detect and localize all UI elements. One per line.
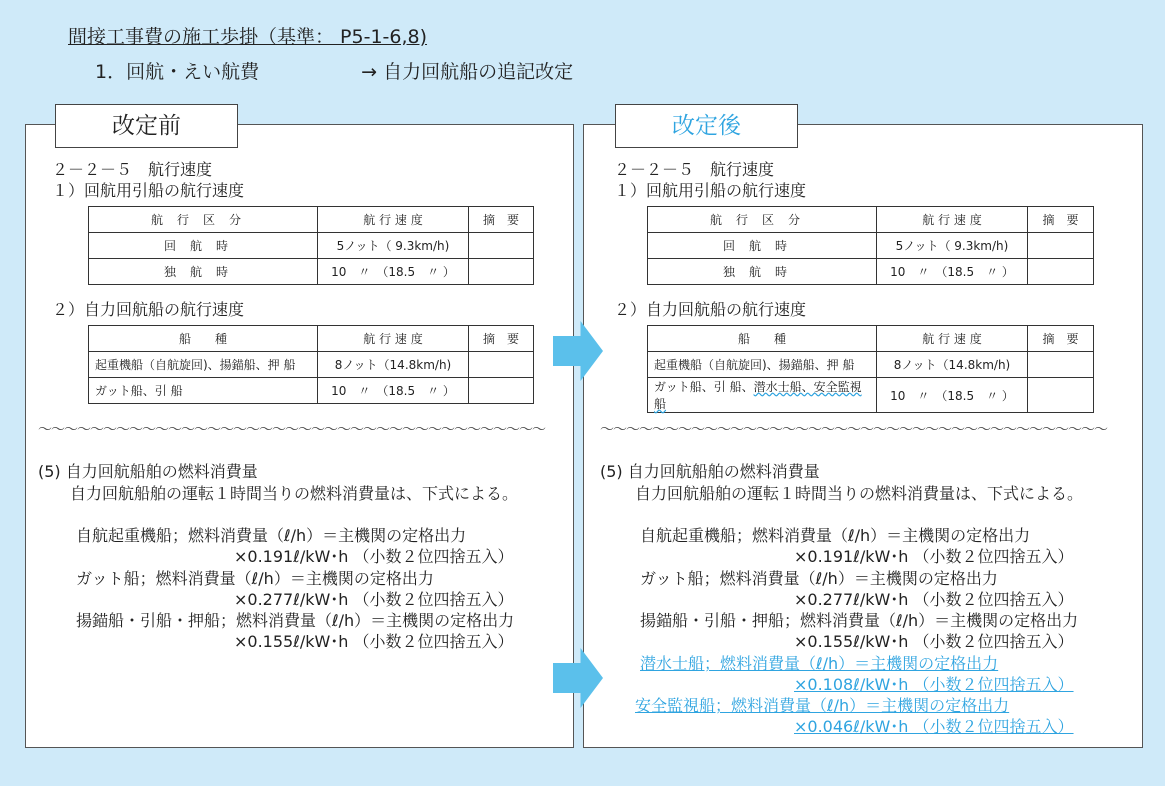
table-header-cell: 航行区分 (89, 207, 318, 233)
page-title: 間接工事費の施工歩掛（基準： P5-1-6,8) (68, 26, 428, 48)
table-cell (1028, 233, 1094, 259)
formula-line: 揚錨船・引船・押船；燃料消費量（ℓ/h）＝主機関の定格出力 (76, 611, 515, 630)
table-row (648, 259, 1094, 285)
sub-heading-1: １）回航用引船の航行速度 (52, 181, 245, 200)
speed-table-1 (647, 206, 1094, 285)
added-formula-line: 安全監視船；燃料消費量（ℓ/h）＝主機関の定格出力 (635, 696, 1010, 715)
table-cell: 10 〃 （18.5 〃 ） (877, 259, 1028, 285)
table-header-cell: 航 行 速 度 (318, 207, 469, 233)
table-header-cell: 航行区分 (648, 207, 877, 233)
formula-line: ×0.155ℓ/kW･h （小数２位四捨五入） (234, 632, 514, 651)
subtitle-item: 1．回航・えい航費 (95, 61, 260, 83)
table-header-cell: 航 行 速 度 (318, 326, 469, 352)
table-cell: 5ノット（ 9.3km/h) (318, 233, 469, 259)
after-panel (583, 124, 1143, 748)
table-cell: ガット船、引 船 (89, 378, 318, 404)
sub-heading-2: ２）自力回航船の航行速度 (614, 300, 807, 319)
speed-table-2 (88, 325, 534, 404)
formula-line: ×0.277ℓ/kW･h （小数２位四捨五入） (234, 590, 514, 609)
table-header-cell: 船 種 (89, 326, 318, 352)
table-cell: 起重機船（自航旋回)、揚錨船、押 船 (89, 352, 318, 378)
fuel-intro: 自力回航船舶の運転１時間当りの燃料消費量は、下式による。 (70, 484, 519, 503)
table-header-cell: 摘 要 (469, 326, 534, 352)
table-cell: 起重機船（自航旋回)、揚錨船、押 船 (648, 352, 877, 378)
table-cell: 8ノット（14.8km/h) (877, 352, 1028, 378)
sub-heading-1: １）回航用引船の航行速度 (614, 181, 807, 200)
table-header-row (648, 207, 1094, 233)
table-row (89, 259, 534, 285)
table-header-row (89, 326, 534, 352)
speed-table-2 (647, 325, 1094, 413)
added-vessel-types: 潜水士船、安全監視船 (654, 380, 862, 411)
omission-wave: ～～～～～～～～～～～～～～～～～～～～～～～～～～～～～～～～～～～～～～～ (38, 422, 545, 438)
fuel-intro: 自力回航船舶の運転１時間当りの燃料消費量は、下式による。 (635, 484, 1084, 503)
table-cell: 10 〃 （18.5 〃 ） (318, 259, 469, 285)
row-prefix: ガット船、引 船、 (654, 380, 754, 394)
formula-line: ガット船；燃料消費量（ℓ/h）＝主機関の定格出力 (76, 569, 434, 588)
table-cell: 10 〃 （18.5 〃 ） (318, 378, 469, 404)
table-cell: 5ノット（ 9.3km/h) (877, 233, 1028, 259)
table-row (89, 352, 534, 378)
omission-wave: ～～～～～～～～～～～～～～～～～～～～～～～～～～～～～～～～～～～～～～～ (600, 422, 1107, 438)
table-header-cell: 摘 要 (1028, 207, 1094, 233)
added-formula-line: ×0.108ℓ/kW･h （小数２位四捨五入） (794, 675, 1074, 694)
table-cell (1028, 378, 1094, 413)
table-cell: 回航時 (648, 233, 877, 259)
table-cell (469, 233, 534, 259)
table-header-row (89, 207, 534, 233)
table-header-cell: 摘 要 (469, 207, 534, 233)
table-cell (648, 378, 877, 413)
table-header-row (648, 326, 1094, 352)
subtitle-arrow-text: → 自力回航船の追記改定 (361, 61, 574, 83)
subtitle (95, 57, 573, 84)
table-cell: 8ノット（14.8km/h) (318, 352, 469, 378)
formula-line: 揚錨船・引船・押船；燃料消費量（ℓ/h）＝主機関の定格出力 (640, 611, 1079, 630)
formula-line: ガット船；燃料消費量（ℓ/h）＝主機関の定格出力 (640, 569, 998, 588)
tab-before: 改定前 (55, 104, 238, 148)
fuel-heading: (5) 自力回航船舶の燃料消費量 (600, 462, 820, 481)
table-cell (469, 378, 534, 404)
table-cell (1028, 259, 1094, 285)
table-cell: 独航時 (89, 259, 318, 285)
table-cell (469, 259, 534, 285)
table-cell: 回航時 (89, 233, 318, 259)
sub-heading-2: ２）自力回航船の航行速度 (52, 300, 245, 319)
table-header-cell: 摘 要 (1028, 326, 1094, 352)
table-cell (469, 352, 534, 378)
formula-line: ×0.277ℓ/kW･h （小数２位四捨五入） (794, 590, 1074, 609)
tab-after: 改定後 (615, 104, 798, 148)
table-cell (1028, 352, 1094, 378)
added-formula-line: 潜水士船；燃料消費量（ℓ/h）＝主機関の定格出力 (640, 654, 999, 673)
speed-table-1 (88, 206, 534, 285)
table-header-cell: 航 行 速 度 (877, 207, 1028, 233)
formula-line: 自航起重機船；燃料消費量（ℓ/h）＝主機関の定格出力 (76, 526, 467, 545)
added-formula-line: ×0.046ℓ/kW･h （小数２位四捨五入） (794, 717, 1074, 736)
table-header-cell: 船 種 (648, 326, 877, 352)
table-cell: 独航時 (648, 259, 877, 285)
table-cell: 10 〃 （18.5 〃 ） (877, 378, 1028, 413)
before-panel (25, 124, 574, 748)
table-row (89, 233, 534, 259)
formula-line: ×0.191ℓ/kW･h （小数２位四捨五入） (234, 547, 514, 566)
section-heading: ２－２－５ 航行速度 (52, 160, 213, 179)
table-row (648, 352, 1094, 378)
formula-line: 自航起重機船；燃料消費量（ℓ/h）＝主機関の定格出力 (640, 526, 1031, 545)
table-row (648, 378, 1094, 413)
fuel-heading: (5) 自力回航船舶の燃料消費量 (38, 462, 258, 481)
table-row (648, 233, 1094, 259)
formula-line: ×0.191ℓ/kW･h （小数２位四捨五入） (794, 547, 1074, 566)
formula-line: ×0.155ℓ/kW･h （小数２位四捨五入） (794, 632, 1074, 651)
table-row (89, 378, 534, 404)
table-header-cell: 航 行 速 度 (877, 326, 1028, 352)
section-heading: ２－２－５ 航行速度 (614, 160, 775, 179)
